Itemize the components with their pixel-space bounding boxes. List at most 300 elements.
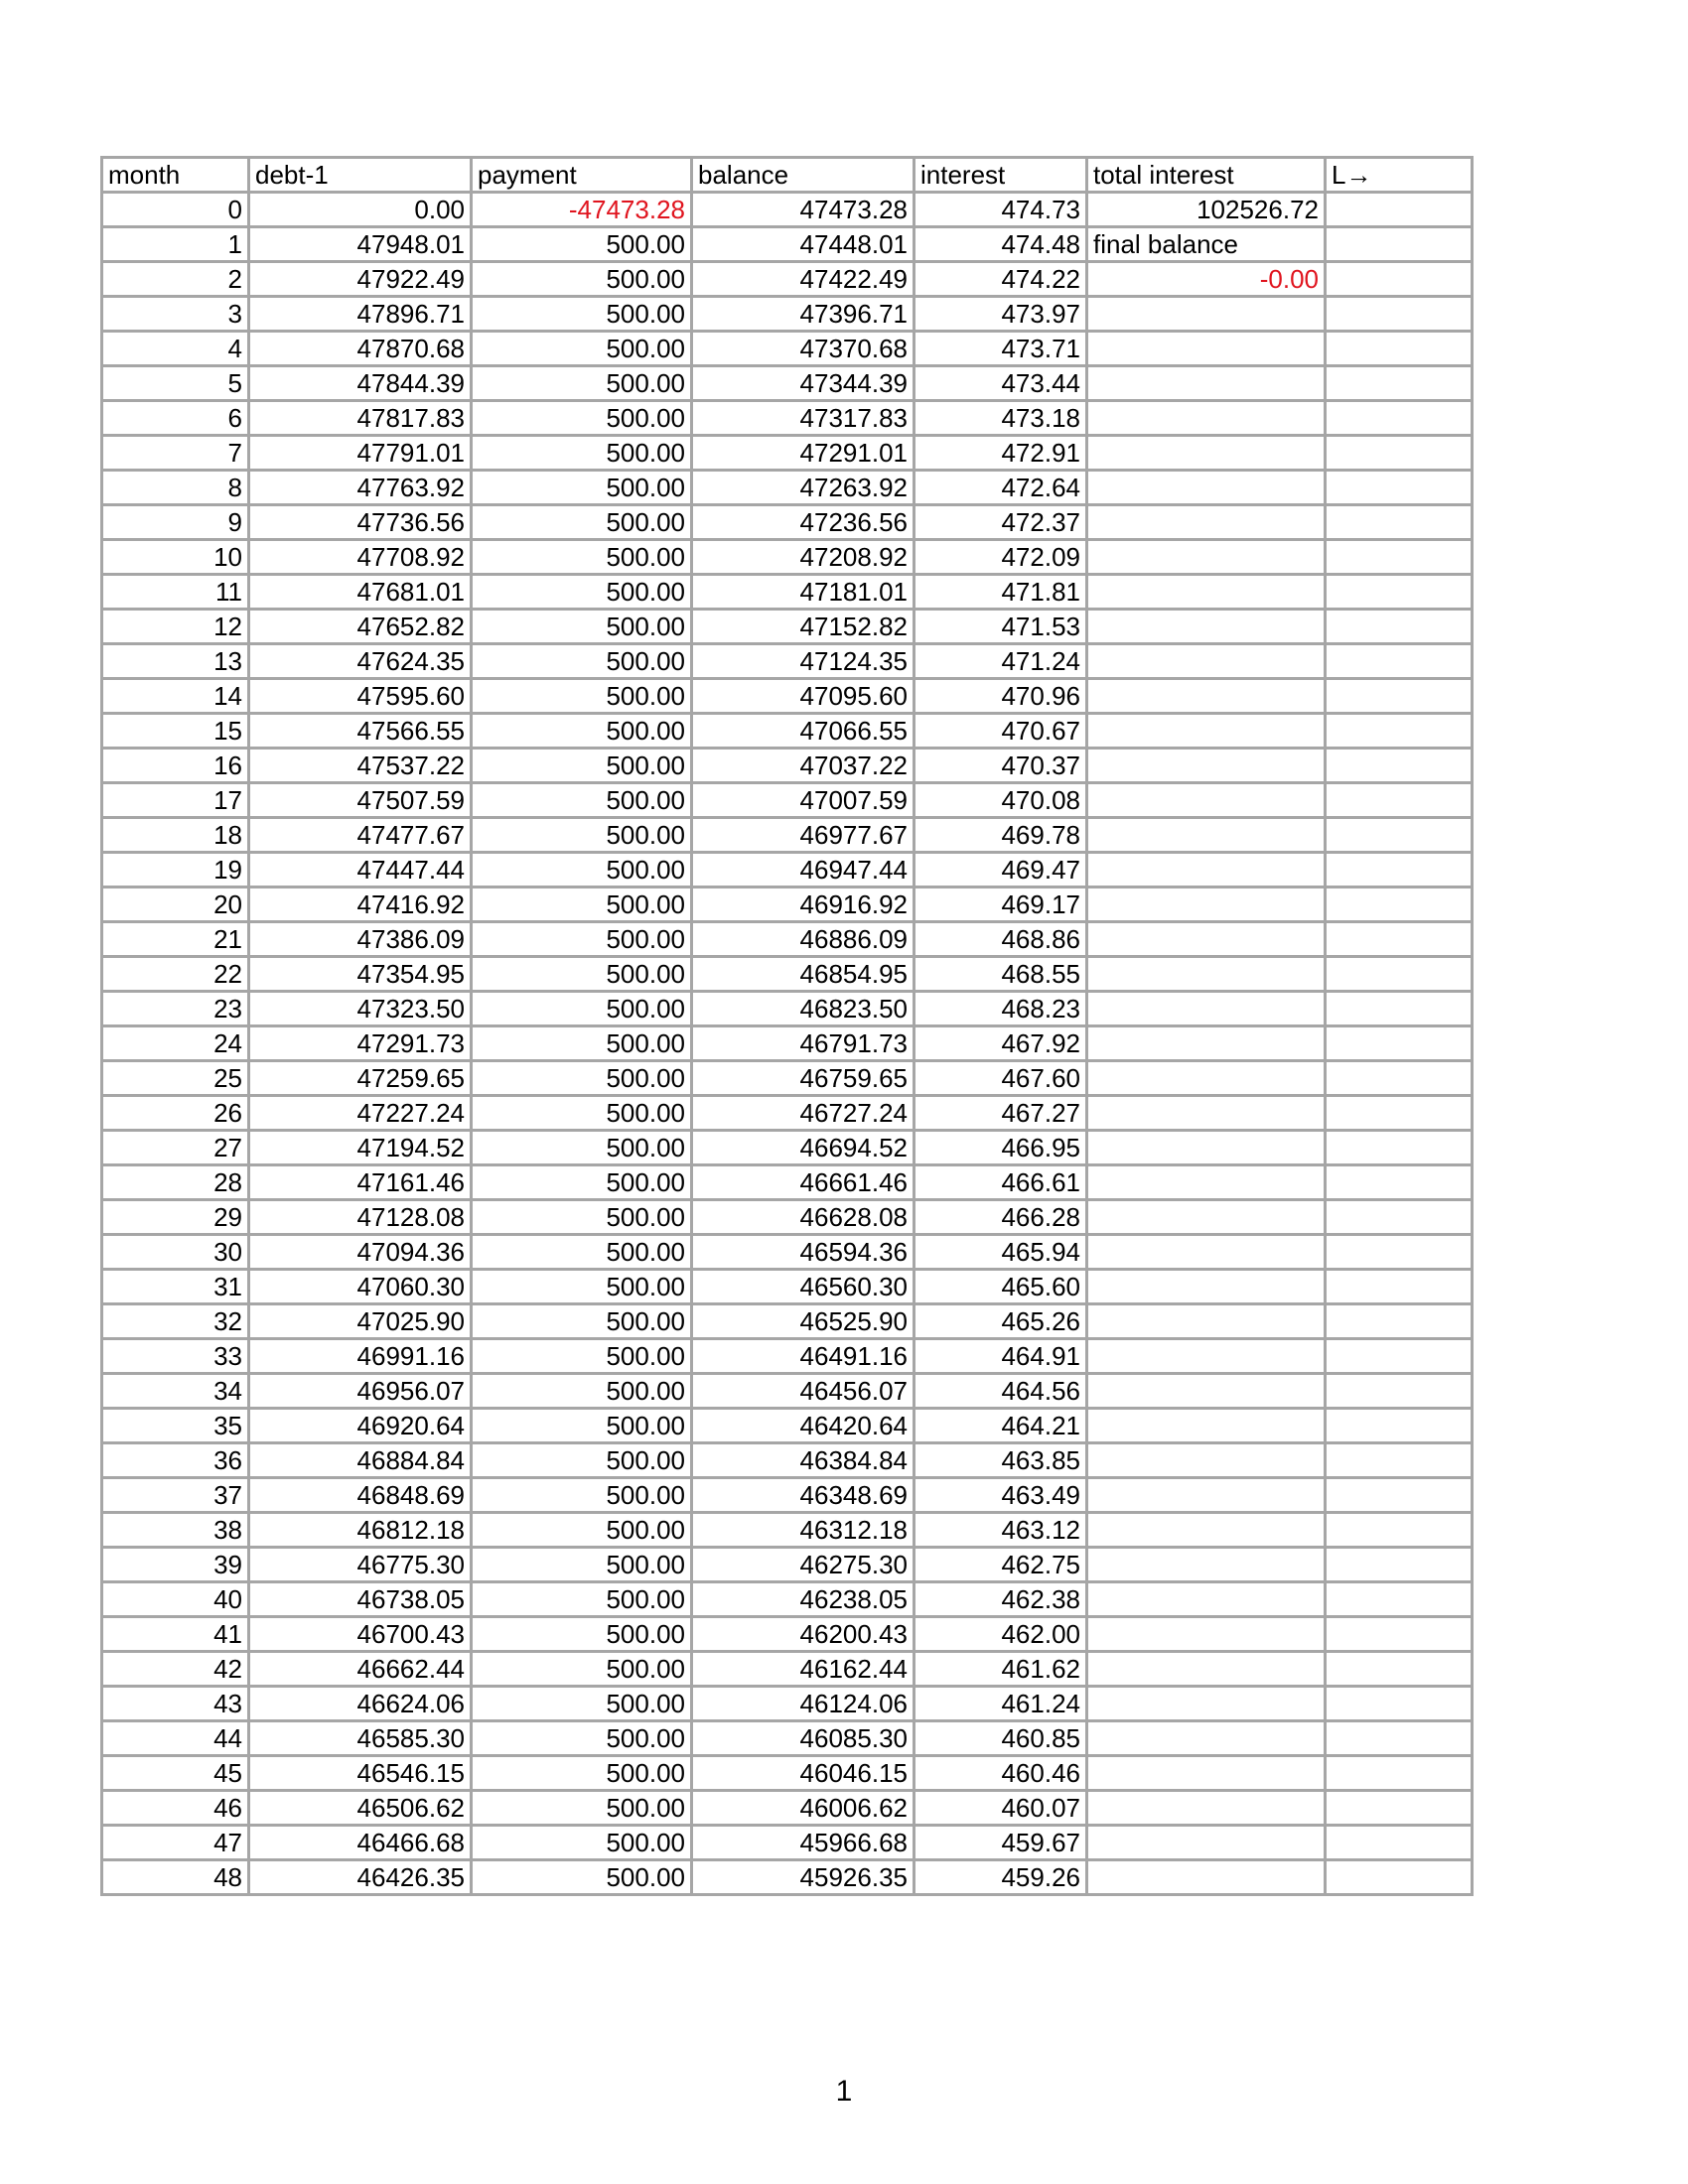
empty-cell[interactable] bbox=[1326, 1791, 1473, 1826]
cell-balance[interactable]: 46162.44 bbox=[692, 1652, 914, 1687]
cell-payment[interactable]: 500.00 bbox=[472, 366, 692, 401]
cell-balance[interactable]: 46886.09 bbox=[692, 922, 914, 957]
cell-month[interactable]: 24 bbox=[102, 1026, 249, 1061]
cell-debt[interactable]: 47922.49 bbox=[249, 262, 472, 297]
cell-debt[interactable]: 46506.62 bbox=[249, 1791, 472, 1826]
cell-balance[interactable]: 46238.05 bbox=[692, 1582, 914, 1617]
cell-interest[interactable]: 471.81 bbox=[914, 575, 1087, 610]
cell-month[interactable]: 25 bbox=[102, 1061, 249, 1096]
cell-debt[interactable]: 46775.30 bbox=[249, 1548, 472, 1582]
cell-month[interactable]: 37 bbox=[102, 1478, 249, 1513]
cell-balance[interactable]: 46275.30 bbox=[692, 1548, 914, 1582]
cell-month[interactable]: 46 bbox=[102, 1791, 249, 1826]
cell-debt[interactable]: 47386.09 bbox=[249, 922, 472, 957]
final-balance-label[interactable]: final balance bbox=[1087, 227, 1326, 262]
cell-month[interactable]: 28 bbox=[102, 1165, 249, 1200]
empty-cell[interactable] bbox=[1087, 540, 1326, 575]
empty-cell[interactable] bbox=[1087, 714, 1326, 749]
empty-cell[interactable] bbox=[1087, 818, 1326, 853]
cell-interest[interactable]: 469.47 bbox=[914, 853, 1087, 887]
empty-cell[interactable] bbox=[1087, 401, 1326, 436]
empty-cell[interactable] bbox=[1326, 401, 1473, 436]
empty-cell[interactable] bbox=[1087, 1339, 1326, 1374]
cell-month[interactable]: 41 bbox=[102, 1617, 249, 1652]
empty-cell[interactable] bbox=[1087, 1652, 1326, 1687]
cell-balance[interactable]: 47344.39 bbox=[692, 366, 914, 401]
cell-payment[interactable]: 500.00 bbox=[472, 575, 692, 610]
cell-payment[interactable]: 500.00 bbox=[472, 1860, 692, 1895]
empty-cell[interactable] bbox=[1087, 1061, 1326, 1096]
empty-cell[interactable] bbox=[1087, 1721, 1326, 1756]
cell-month[interactable]: 6 bbox=[102, 401, 249, 436]
cell-month[interactable]: 19 bbox=[102, 853, 249, 887]
cell-debt[interactable]: 47708.92 bbox=[249, 540, 472, 575]
empty-cell[interactable] bbox=[1326, 1548, 1473, 1582]
empty-cell[interactable] bbox=[1087, 1409, 1326, 1443]
cell-payment[interactable]: 500.00 bbox=[472, 992, 692, 1026]
cell-month[interactable]: 35 bbox=[102, 1409, 249, 1443]
cell-balance[interactable]: 46628.08 bbox=[692, 1200, 914, 1235]
empty-cell[interactable] bbox=[1326, 818, 1473, 853]
cell-balance[interactable]: 47396.71 bbox=[692, 297, 914, 332]
cell-debt[interactable]: 47227.24 bbox=[249, 1096, 472, 1131]
header-arrow[interactable]: L→ bbox=[1326, 158, 1473, 193]
cell-payment[interactable]: 500.00 bbox=[472, 401, 692, 436]
cell-debt[interactable]: 46884.84 bbox=[249, 1443, 472, 1478]
empty-cell[interactable] bbox=[1326, 610, 1473, 644]
cell-balance[interactable]: 47007.59 bbox=[692, 783, 914, 818]
cell-interest[interactable]: 467.92 bbox=[914, 1026, 1087, 1061]
cell-interest[interactable]: 462.38 bbox=[914, 1582, 1087, 1617]
empty-cell[interactable] bbox=[1087, 1443, 1326, 1478]
empty-cell[interactable] bbox=[1326, 1270, 1473, 1304]
empty-cell[interactable] bbox=[1087, 1235, 1326, 1270]
cell-month[interactable]: 11 bbox=[102, 575, 249, 610]
cell-interest[interactable]: 469.17 bbox=[914, 887, 1087, 922]
cell-month[interactable]: 4 bbox=[102, 332, 249, 366]
cell-month[interactable]: 7 bbox=[102, 436, 249, 471]
cell-interest[interactable]: 471.53 bbox=[914, 610, 1087, 644]
cell-balance[interactable]: 47181.01 bbox=[692, 575, 914, 610]
cell-balance[interactable]: 47037.22 bbox=[692, 749, 914, 783]
cell-payment[interactable]: 500.00 bbox=[472, 1478, 692, 1513]
cell-debt[interactable]: 47763.92 bbox=[249, 471, 472, 505]
empty-cell[interactable] bbox=[1326, 1304, 1473, 1339]
cell-payment[interactable]: 500.00 bbox=[472, 297, 692, 332]
empty-cell[interactable] bbox=[1087, 783, 1326, 818]
cell-balance[interactable]: 46312.18 bbox=[692, 1513, 914, 1548]
cell-payment[interactable]: 500.00 bbox=[472, 714, 692, 749]
empty-cell[interactable] bbox=[1087, 1478, 1326, 1513]
cell-payment[interactable]: 500.00 bbox=[472, 262, 692, 297]
cell-interest[interactable]: 459.67 bbox=[914, 1826, 1087, 1860]
cell-interest[interactable]: 460.07 bbox=[914, 1791, 1087, 1826]
cell-month[interactable]: 12 bbox=[102, 610, 249, 644]
cell-month[interactable]: 40 bbox=[102, 1582, 249, 1617]
empty-cell[interactable] bbox=[1326, 1478, 1473, 1513]
cell-payment[interactable]: 500.00 bbox=[472, 1652, 692, 1687]
empty-cell[interactable] bbox=[1326, 1096, 1473, 1131]
cell-payment[interactable]: 500.00 bbox=[472, 1061, 692, 1096]
cell-balance[interactable]: 47208.92 bbox=[692, 540, 914, 575]
cell-debt[interactable]: 47194.52 bbox=[249, 1131, 472, 1165]
cell-payment[interactable]: 500.00 bbox=[472, 1096, 692, 1131]
empty-cell[interactable] bbox=[1087, 366, 1326, 401]
cell-month[interactable]: 14 bbox=[102, 679, 249, 714]
empty-cell[interactable] bbox=[1326, 297, 1473, 332]
empty-cell[interactable] bbox=[1087, 853, 1326, 887]
empty-cell[interactable] bbox=[1326, 1409, 1473, 1443]
cell-debt[interactable]: 46738.05 bbox=[249, 1582, 472, 1617]
cell-interest[interactable]: 465.26 bbox=[914, 1304, 1087, 1339]
empty-cell[interactable] bbox=[1326, 1165, 1473, 1200]
empty-cell[interactable] bbox=[1326, 1235, 1473, 1270]
empty-cell[interactable] bbox=[1326, 922, 1473, 957]
cell-month[interactable]: 13 bbox=[102, 644, 249, 679]
cell-interest[interactable]: 474.22 bbox=[914, 262, 1087, 297]
cell-balance[interactable]: 46200.43 bbox=[692, 1617, 914, 1652]
empty-cell[interactable] bbox=[1087, 1548, 1326, 1582]
cell-balance[interactable]: 46560.30 bbox=[692, 1270, 914, 1304]
cell-debt[interactable]: 47025.90 bbox=[249, 1304, 472, 1339]
empty-cell[interactable] bbox=[1326, 1026, 1473, 1061]
total-interest-value[interactable]: 102526.72 bbox=[1087, 193, 1326, 227]
empty-cell[interactable] bbox=[1326, 436, 1473, 471]
cell-payment[interactable]: 500.00 bbox=[472, 1374, 692, 1409]
cell-balance[interactable]: 47095.60 bbox=[692, 679, 914, 714]
empty-cell[interactable] bbox=[1326, 1131, 1473, 1165]
cell-month[interactable]: 32 bbox=[102, 1304, 249, 1339]
cell-balance[interactable]: 47066.55 bbox=[692, 714, 914, 749]
cell-month[interactable]: 0 bbox=[102, 193, 249, 227]
cell-payment[interactable]: 500.00 bbox=[472, 1582, 692, 1617]
empty-cell[interactable] bbox=[1326, 1443, 1473, 1478]
cell-debt[interactable]: 46812.18 bbox=[249, 1513, 472, 1548]
empty-cell[interactable] bbox=[1087, 1513, 1326, 1548]
cell-debt[interactable]: 47477.67 bbox=[249, 818, 472, 853]
cell-debt[interactable]: 47259.65 bbox=[249, 1061, 472, 1096]
empty-cell[interactable] bbox=[1326, 505, 1473, 540]
cell-interest[interactable]: 468.55 bbox=[914, 957, 1087, 992]
cell-month[interactable]: 9 bbox=[102, 505, 249, 540]
empty-cell[interactable] bbox=[1326, 471, 1473, 505]
cell-debt[interactable]: 47595.60 bbox=[249, 679, 472, 714]
cell-payment[interactable]: 500.00 bbox=[472, 505, 692, 540]
cell-debt[interactable]: 46920.64 bbox=[249, 1409, 472, 1443]
cell-debt[interactable]: 46546.15 bbox=[249, 1756, 472, 1791]
cell-month[interactable]: 44 bbox=[102, 1721, 249, 1756]
empty-cell[interactable] bbox=[1087, 749, 1326, 783]
empty-cell[interactable] bbox=[1087, 887, 1326, 922]
cell-month[interactable]: 1 bbox=[102, 227, 249, 262]
cell-payment[interactable]: 500.00 bbox=[472, 679, 692, 714]
cell-balance[interactable]: 46594.36 bbox=[692, 1235, 914, 1270]
empty-cell[interactable] bbox=[1326, 679, 1473, 714]
cell-interest[interactable]: 463.85 bbox=[914, 1443, 1087, 1478]
cell-payment[interactable]: 500.00 bbox=[472, 1826, 692, 1860]
cell-interest[interactable]: 468.23 bbox=[914, 992, 1087, 1026]
empty-cell[interactable] bbox=[1087, 922, 1326, 957]
header-payment[interactable]: payment bbox=[472, 158, 692, 193]
cell-balance[interactable]: 46661.46 bbox=[692, 1165, 914, 1200]
empty-cell[interactable] bbox=[1087, 1687, 1326, 1721]
cell-payment[interactable]: 500.00 bbox=[472, 749, 692, 783]
cell-debt[interactable]: 46956.07 bbox=[249, 1374, 472, 1409]
cell-payment[interactable]: 500.00 bbox=[472, 1617, 692, 1652]
cell-interest[interactable]: 474.48 bbox=[914, 227, 1087, 262]
empty-cell[interactable] bbox=[1326, 193, 1473, 227]
empty-cell[interactable] bbox=[1087, 1791, 1326, 1826]
cell-balance[interactable]: 46456.07 bbox=[692, 1374, 914, 1409]
cell-month[interactable]: 34 bbox=[102, 1374, 249, 1409]
cell-month[interactable]: 36 bbox=[102, 1443, 249, 1478]
cell-balance[interactable]: 46085.30 bbox=[692, 1721, 914, 1756]
cell-payment[interactable]: 500.00 bbox=[472, 332, 692, 366]
cell-interest[interactable]: 471.24 bbox=[914, 644, 1087, 679]
cell-payment[interactable]: 500.00 bbox=[472, 1548, 692, 1582]
cell-debt[interactable]: 47844.39 bbox=[249, 366, 472, 401]
cell-payment[interactable]: 500.00 bbox=[472, 922, 692, 957]
cell-balance[interactable]: 47473.28 bbox=[692, 193, 914, 227]
empty-cell[interactable] bbox=[1087, 297, 1326, 332]
cell-balance[interactable]: 46420.64 bbox=[692, 1409, 914, 1443]
cell-debt[interactable]: 47094.36 bbox=[249, 1235, 472, 1270]
empty-cell[interactable] bbox=[1087, 1270, 1326, 1304]
cell-month[interactable]: 38 bbox=[102, 1513, 249, 1548]
header-month[interactable]: month bbox=[102, 158, 249, 193]
cell-balance[interactable]: 47370.68 bbox=[692, 332, 914, 366]
cell-month[interactable]: 48 bbox=[102, 1860, 249, 1895]
cell-interest[interactable]: 473.18 bbox=[914, 401, 1087, 436]
cell-interest[interactable]: 463.12 bbox=[914, 1513, 1087, 1548]
empty-cell[interactable] bbox=[1087, 1026, 1326, 1061]
cell-payment[interactable]: 500.00 bbox=[472, 471, 692, 505]
cell-debt[interactable]: 47896.71 bbox=[249, 297, 472, 332]
cell-debt[interactable]: 47870.68 bbox=[249, 332, 472, 366]
empty-cell[interactable] bbox=[1087, 1304, 1326, 1339]
cell-interest[interactable]: 462.75 bbox=[914, 1548, 1087, 1582]
empty-cell[interactable] bbox=[1087, 1826, 1326, 1860]
cell-month[interactable]: 17 bbox=[102, 783, 249, 818]
cell-month[interactable]: 30 bbox=[102, 1235, 249, 1270]
cell-payment[interactable]: 500.00 bbox=[472, 1721, 692, 1756]
empty-cell[interactable] bbox=[1087, 644, 1326, 679]
cell-debt[interactable]: 47948.01 bbox=[249, 227, 472, 262]
cell-debt[interactable]: 47652.82 bbox=[249, 610, 472, 644]
empty-cell[interactable] bbox=[1326, 1200, 1473, 1235]
empty-cell[interactable] bbox=[1326, 644, 1473, 679]
cell-interest[interactable]: 470.67 bbox=[914, 714, 1087, 749]
cell-debt[interactable]: 47681.01 bbox=[249, 575, 472, 610]
cell-interest[interactable]: 473.71 bbox=[914, 332, 1087, 366]
cell-month[interactable]: 29 bbox=[102, 1200, 249, 1235]
cell-month[interactable]: 15 bbox=[102, 714, 249, 749]
cell-balance[interactable]: 46348.69 bbox=[692, 1478, 914, 1513]
cell-month[interactable]: 42 bbox=[102, 1652, 249, 1687]
cell-payment[interactable]: 500.00 bbox=[472, 436, 692, 471]
cell-balance[interactable]: 46491.16 bbox=[692, 1339, 914, 1374]
cell-month[interactable]: 10 bbox=[102, 540, 249, 575]
cell-payment[interactable]: 500.00 bbox=[472, 887, 692, 922]
cell-month[interactable]: 43 bbox=[102, 1687, 249, 1721]
cell-interest[interactable]: 465.60 bbox=[914, 1270, 1087, 1304]
cell-month[interactable]: 3 bbox=[102, 297, 249, 332]
cell-balance[interactable]: 46916.92 bbox=[692, 887, 914, 922]
cell-interest[interactable]: 464.56 bbox=[914, 1374, 1087, 1409]
cell-balance[interactable]: 46124.06 bbox=[692, 1687, 914, 1721]
empty-cell[interactable] bbox=[1326, 1687, 1473, 1721]
cell-balance[interactable]: 47317.83 bbox=[692, 401, 914, 436]
cell-interest[interactable]: 460.46 bbox=[914, 1756, 1087, 1791]
cell-debt[interactable]: 47566.55 bbox=[249, 714, 472, 749]
cell-balance[interactable]: 46854.95 bbox=[692, 957, 914, 992]
cell-month[interactable]: 33 bbox=[102, 1339, 249, 1374]
cell-interest[interactable]: 472.37 bbox=[914, 505, 1087, 540]
cell-month[interactable]: 31 bbox=[102, 1270, 249, 1304]
cell-payment[interactable]: 500.00 bbox=[472, 1687, 692, 1721]
empty-cell[interactable] bbox=[1326, 714, 1473, 749]
cell-debt[interactable]: 47354.95 bbox=[249, 957, 472, 992]
cell-debt[interactable]: 0.00 bbox=[249, 193, 472, 227]
empty-cell[interactable] bbox=[1087, 992, 1326, 1026]
cell-balance[interactable]: 47291.01 bbox=[692, 436, 914, 471]
empty-cell[interactable] bbox=[1326, 749, 1473, 783]
cell-debt[interactable]: 47736.56 bbox=[249, 505, 472, 540]
header-balance[interactable]: balance bbox=[692, 158, 914, 193]
empty-cell[interactable] bbox=[1087, 610, 1326, 644]
cell-balance[interactable]: 46384.84 bbox=[692, 1443, 914, 1478]
cell-balance[interactable]: 46727.24 bbox=[692, 1096, 914, 1131]
cell-balance[interactable]: 46525.90 bbox=[692, 1304, 914, 1339]
cell-interest[interactable]: 464.91 bbox=[914, 1339, 1087, 1374]
cell-interest[interactable]: 461.24 bbox=[914, 1687, 1087, 1721]
empty-cell[interactable] bbox=[1326, 262, 1473, 297]
empty-cell[interactable] bbox=[1326, 1582, 1473, 1617]
cell-interest[interactable]: 467.27 bbox=[914, 1096, 1087, 1131]
cell-debt[interactable]: 47624.35 bbox=[249, 644, 472, 679]
cell-month[interactable]: 47 bbox=[102, 1826, 249, 1860]
cell-interest[interactable]: 470.96 bbox=[914, 679, 1087, 714]
empty-cell[interactable] bbox=[1087, 1096, 1326, 1131]
empty-cell[interactable] bbox=[1326, 1860, 1473, 1895]
cell-balance[interactable]: 45926.35 bbox=[692, 1860, 914, 1895]
cell-balance[interactable]: 46046.15 bbox=[692, 1756, 914, 1791]
cell-debt[interactable]: 47323.50 bbox=[249, 992, 472, 1026]
empty-cell[interactable] bbox=[1326, 540, 1473, 575]
cell-balance[interactable]: 46759.65 bbox=[692, 1061, 914, 1096]
empty-cell[interactable] bbox=[1326, 575, 1473, 610]
final-balance-value[interactable]: -0.00 bbox=[1087, 262, 1326, 297]
cell-payment[interactable]: 500.00 bbox=[472, 1443, 692, 1478]
cell-debt[interactable]: 47447.44 bbox=[249, 853, 472, 887]
cell-interest[interactable]: 466.28 bbox=[914, 1200, 1087, 1235]
cell-debt[interactable]: 46624.06 bbox=[249, 1687, 472, 1721]
cell-interest[interactable]: 466.61 bbox=[914, 1165, 1087, 1200]
cell-month[interactable]: 18 bbox=[102, 818, 249, 853]
empty-cell[interactable] bbox=[1087, 1582, 1326, 1617]
empty-cell[interactable] bbox=[1326, 957, 1473, 992]
cell-debt[interactable]: 47817.83 bbox=[249, 401, 472, 436]
cell-payment[interactable]: 500.00 bbox=[472, 540, 692, 575]
cell-balance[interactable]: 47263.92 bbox=[692, 471, 914, 505]
cell-interest[interactable]: 461.62 bbox=[914, 1652, 1087, 1687]
cell-interest[interactable]: 460.85 bbox=[914, 1721, 1087, 1756]
empty-cell[interactable] bbox=[1326, 1652, 1473, 1687]
cell-balance[interactable]: 46947.44 bbox=[692, 853, 914, 887]
empty-cell[interactable] bbox=[1326, 1374, 1473, 1409]
cell-month[interactable]: 21 bbox=[102, 922, 249, 957]
cell-month[interactable]: 26 bbox=[102, 1096, 249, 1131]
cell-debt[interactable]: 46585.30 bbox=[249, 1721, 472, 1756]
cell-interest[interactable]: 472.09 bbox=[914, 540, 1087, 575]
cell-debt[interactable]: 47537.22 bbox=[249, 749, 472, 783]
cell-debt[interactable]: 47791.01 bbox=[249, 436, 472, 471]
cell-interest[interactable]: 474.73 bbox=[914, 193, 1087, 227]
cell-balance[interactable]: 46977.67 bbox=[692, 818, 914, 853]
empty-cell[interactable] bbox=[1326, 853, 1473, 887]
cell-interest[interactable]: 473.97 bbox=[914, 297, 1087, 332]
cell-interest[interactable]: 465.94 bbox=[914, 1235, 1087, 1270]
empty-cell[interactable] bbox=[1326, 1513, 1473, 1548]
cell-debt[interactable]: 46700.43 bbox=[249, 1617, 472, 1652]
cell-payment[interactable]: 500.00 bbox=[472, 644, 692, 679]
cell-debt[interactable]: 47416.92 bbox=[249, 887, 472, 922]
cell-balance[interactable]: 47422.49 bbox=[692, 262, 914, 297]
cell-payment[interactable]: 500.00 bbox=[472, 1756, 692, 1791]
cell-debt[interactable]: 46848.69 bbox=[249, 1478, 472, 1513]
cell-month[interactable]: 5 bbox=[102, 366, 249, 401]
header-debt[interactable]: debt-1 bbox=[249, 158, 472, 193]
cell-payment[interactable]: 500.00 bbox=[472, 1026, 692, 1061]
cell-payment[interactable]: 500.00 bbox=[472, 1791, 692, 1826]
cell-payment[interactable]: 500.00 bbox=[472, 1409, 692, 1443]
cell-payment[interactable]: 500.00 bbox=[472, 1235, 692, 1270]
cell-payment[interactable]: 500.00 bbox=[472, 1200, 692, 1235]
cell-month[interactable]: 20 bbox=[102, 887, 249, 922]
empty-cell[interactable] bbox=[1087, 679, 1326, 714]
cell-payment[interactable]: -47473.28 bbox=[472, 193, 692, 227]
empty-cell[interactable] bbox=[1326, 1061, 1473, 1096]
cell-month[interactable]: 16 bbox=[102, 749, 249, 783]
empty-cell[interactable] bbox=[1087, 436, 1326, 471]
cell-debt[interactable]: 47060.30 bbox=[249, 1270, 472, 1304]
cell-balance[interactable]: 46791.73 bbox=[692, 1026, 914, 1061]
cell-payment[interactable]: 500.00 bbox=[472, 227, 692, 262]
header-interest[interactable]: interest bbox=[914, 158, 1087, 193]
empty-cell[interactable] bbox=[1326, 1339, 1473, 1374]
cell-payment[interactable]: 500.00 bbox=[472, 853, 692, 887]
empty-cell[interactable] bbox=[1326, 1826, 1473, 1860]
empty-cell[interactable] bbox=[1326, 227, 1473, 262]
cell-interest[interactable]: 462.00 bbox=[914, 1617, 1087, 1652]
empty-cell[interactable] bbox=[1326, 332, 1473, 366]
cell-debt[interactable]: 47161.46 bbox=[249, 1165, 472, 1200]
empty-cell[interactable] bbox=[1087, 1374, 1326, 1409]
header-total-interest[interactable]: total interest bbox=[1087, 158, 1326, 193]
cell-debt[interactable]: 47291.73 bbox=[249, 1026, 472, 1061]
cell-month[interactable]: 2 bbox=[102, 262, 249, 297]
cell-month[interactable]: 23 bbox=[102, 992, 249, 1026]
cell-month[interactable]: 45 bbox=[102, 1756, 249, 1791]
cell-payment[interactable]: 500.00 bbox=[472, 957, 692, 992]
cell-balance[interactable]: 46823.50 bbox=[692, 992, 914, 1026]
empty-cell[interactable] bbox=[1087, 1756, 1326, 1791]
cell-payment[interactable]: 500.00 bbox=[472, 1339, 692, 1374]
cell-payment[interactable]: 500.00 bbox=[472, 1304, 692, 1339]
empty-cell[interactable] bbox=[1087, 575, 1326, 610]
empty-cell[interactable] bbox=[1326, 366, 1473, 401]
empty-cell[interactable] bbox=[1087, 1200, 1326, 1235]
